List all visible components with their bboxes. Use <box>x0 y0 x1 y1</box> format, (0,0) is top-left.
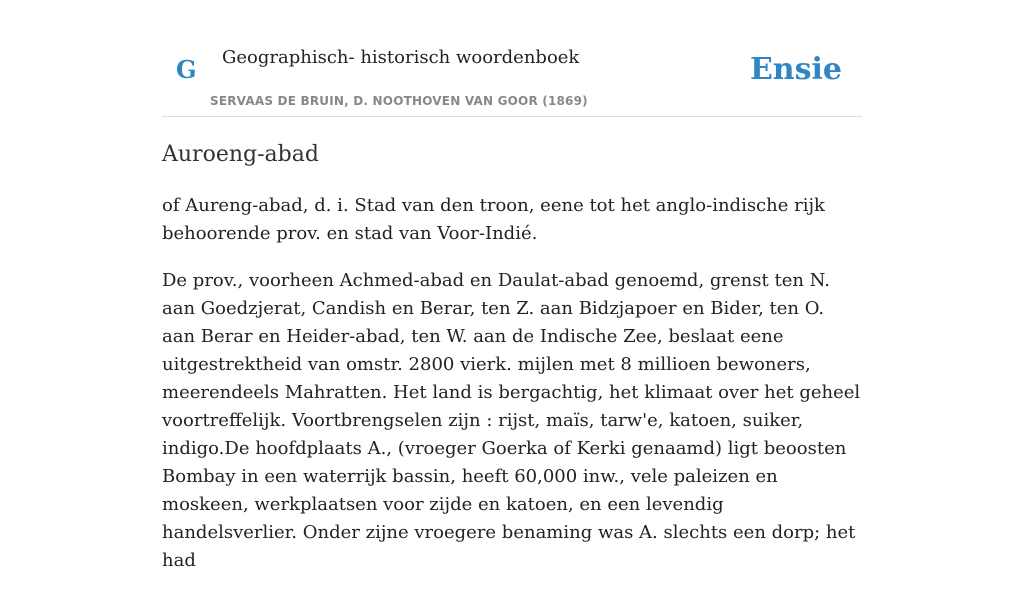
entry-paragraph: De prov., voorheen Achmed-abad en Daulat-abad genoemd, grenst ten N. aan Goedzjerat, Candish en Berar, ten Z. aan Bidzjapoer en Bider, ten O. aan Berar en Heider-abad, ten W. aan de Indische Zee, beslaat eene uitgestrektheid van omstr. 2800 vierk. mijlen met 8 millioen bewoners, meerendeels Mahratten. Het land is bergachtig, het klimaat over het geheel voortreffelijk. Voortbrengselen zijn : rijst, maïs, tarw'e, katoen, suiker, indigo.De hoofdplaats A., (vroeger Goerka of Kerki genaamd) ligt beoosten Bombay in een waterrijk bassin, heeft 60,000 inw., vele paleizen en moskeen, werkplaatsen voor zijde en katoen, en een levendig handelsverlier. Onder zijne vroegere benaming was A. slechts een dorp; het had <box>162 270 861 571</box>
entry-content <box>162 192 862 594</box>
header <box>162 0 862 117</box>
book-icon[interactable]: G <box>176 55 197 84</box>
brand-logo[interactable]: Ensie <box>749 52 842 87</box>
entry-paragraph: of Aureng-abad, d. i. Stad van den troon, eene tot het anglo-indische rijk behoorende prov. en stad van Voor-Indié. <box>162 195 825 244</box>
entry-title: Auroeng-abad <box>162 142 319 167</box>
book-title-link[interactable]: Geographisch- historisch woordenboek <box>222 47 580 68</box>
book-author: SERVAAS DE BRUIN, D. NOOTHOVEN VAN GOOR (1869) <box>210 94 588 108</box>
